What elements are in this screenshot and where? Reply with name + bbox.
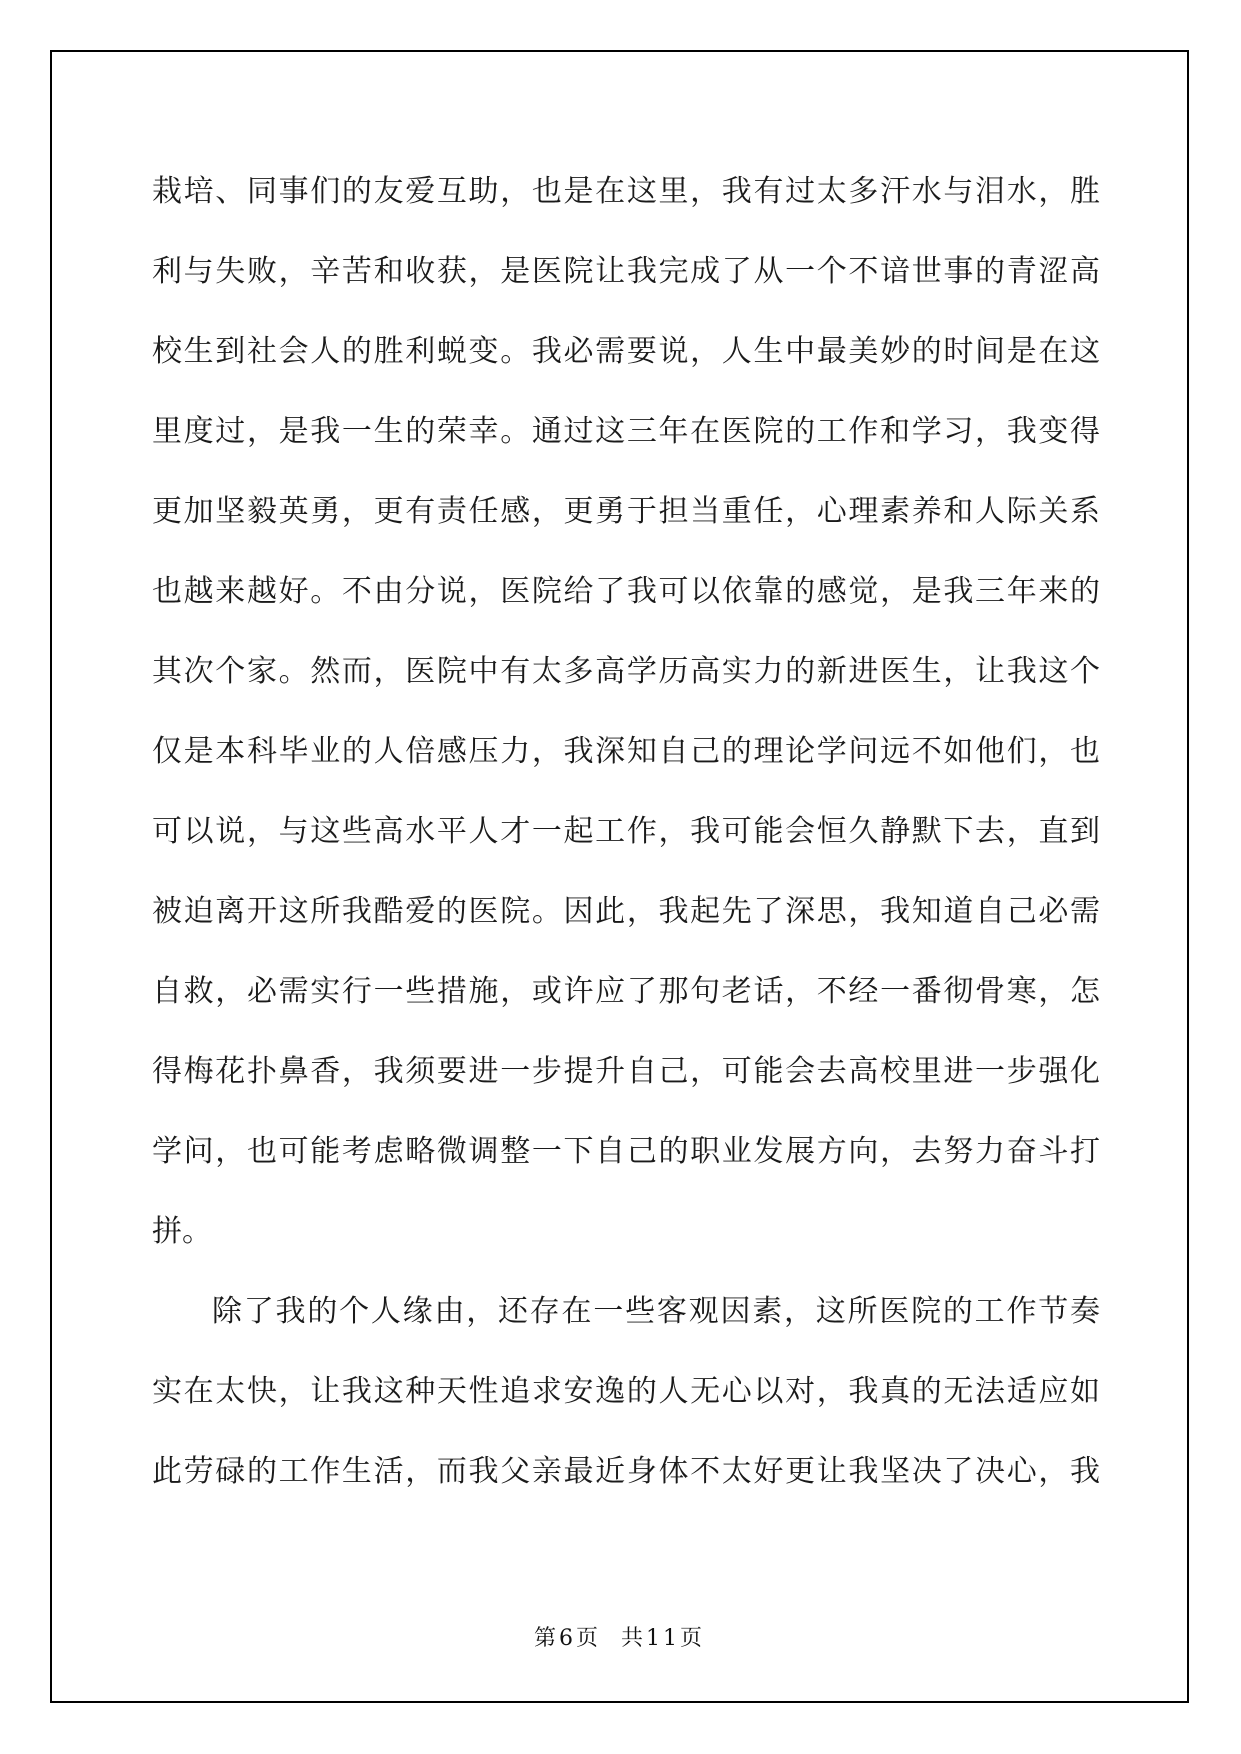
text-line: 可以说，与这些高水平人才一起工作，我可能会恒久静默下去，直到 — [152, 814, 1100, 849]
page-number-total: 共11页 — [621, 1626, 705, 1651]
page-footer — [52, 1624, 1187, 1654]
paragraph-2 — [152, 1272, 1100, 1512]
paragraph-1 — [152, 152, 1100, 1272]
text-line: 栽培、同事们的友爱互助，也是在这里，我有过太多汗水与泪水，胜 — [152, 174, 1100, 209]
document-body — [152, 152, 1100, 1512]
text-line: 也越来越好。不由分说，医院给了我可以依靠的感觉，是我三年来的 — [152, 574, 1100, 609]
text-line: 里度过，是我一生的荣幸。通过这三年在医院的工作和学习，我变得 — [152, 414, 1100, 449]
text-line: 仅是本科毕业的人倍感压力，我深知自己的理论学问远不如他们，也 — [152, 734, 1100, 769]
text-line: 学问，也可能考虑略微调整一下自己的职业发展方向，去努力奋斗打 — [152, 1134, 1100, 1169]
page-number-current: 第6页 — [534, 1626, 601, 1651]
text-line: 自救，必需实行一些措施，或许应了那句老话，不经一番彻骨寒，怎 — [152, 974, 1100, 1009]
text-line: 被迫离开这所我酷爱的医院。因此，我起先了深思，我知道自己必需 — [152, 894, 1100, 929]
text-line: 拼。 — [152, 1214, 212, 1249]
page-border — [50, 50, 1189, 1703]
text-line: 除了我的个人缘由，还存在一些客观因素，这所医院的工作节奏 — [212, 1294, 1100, 1329]
text-line: 校生到社会人的胜利蜕变。我必需要说，人生中最美妙的时间是在这 — [152, 334, 1100, 369]
text-line: 利与失败，辛苦和收获，是医院让我完成了从一个不谙世事的青涩高 — [152, 254, 1100, 289]
text-line: 得梅花扑鼻香，我须要进一步提升自己，可能会去高校里进一步强化 — [152, 1054, 1100, 1089]
text-line: 更加坚毅英勇，更有责任感，更勇于担当重任，心理素养和人际关系 — [152, 494, 1100, 529]
text-line: 此劳碌的工作生活，而我父亲最近身体不太好更让我坚决了决心，我 — [152, 1454, 1100, 1489]
text-line: 实在太快，让我这种天性追求安逸的人无心以对，我真的无法适应如 — [152, 1374, 1100, 1409]
text-line: 其次个家。然而，医院中有太多高学历高实力的新进医生，让我这个 — [152, 654, 1100, 689]
